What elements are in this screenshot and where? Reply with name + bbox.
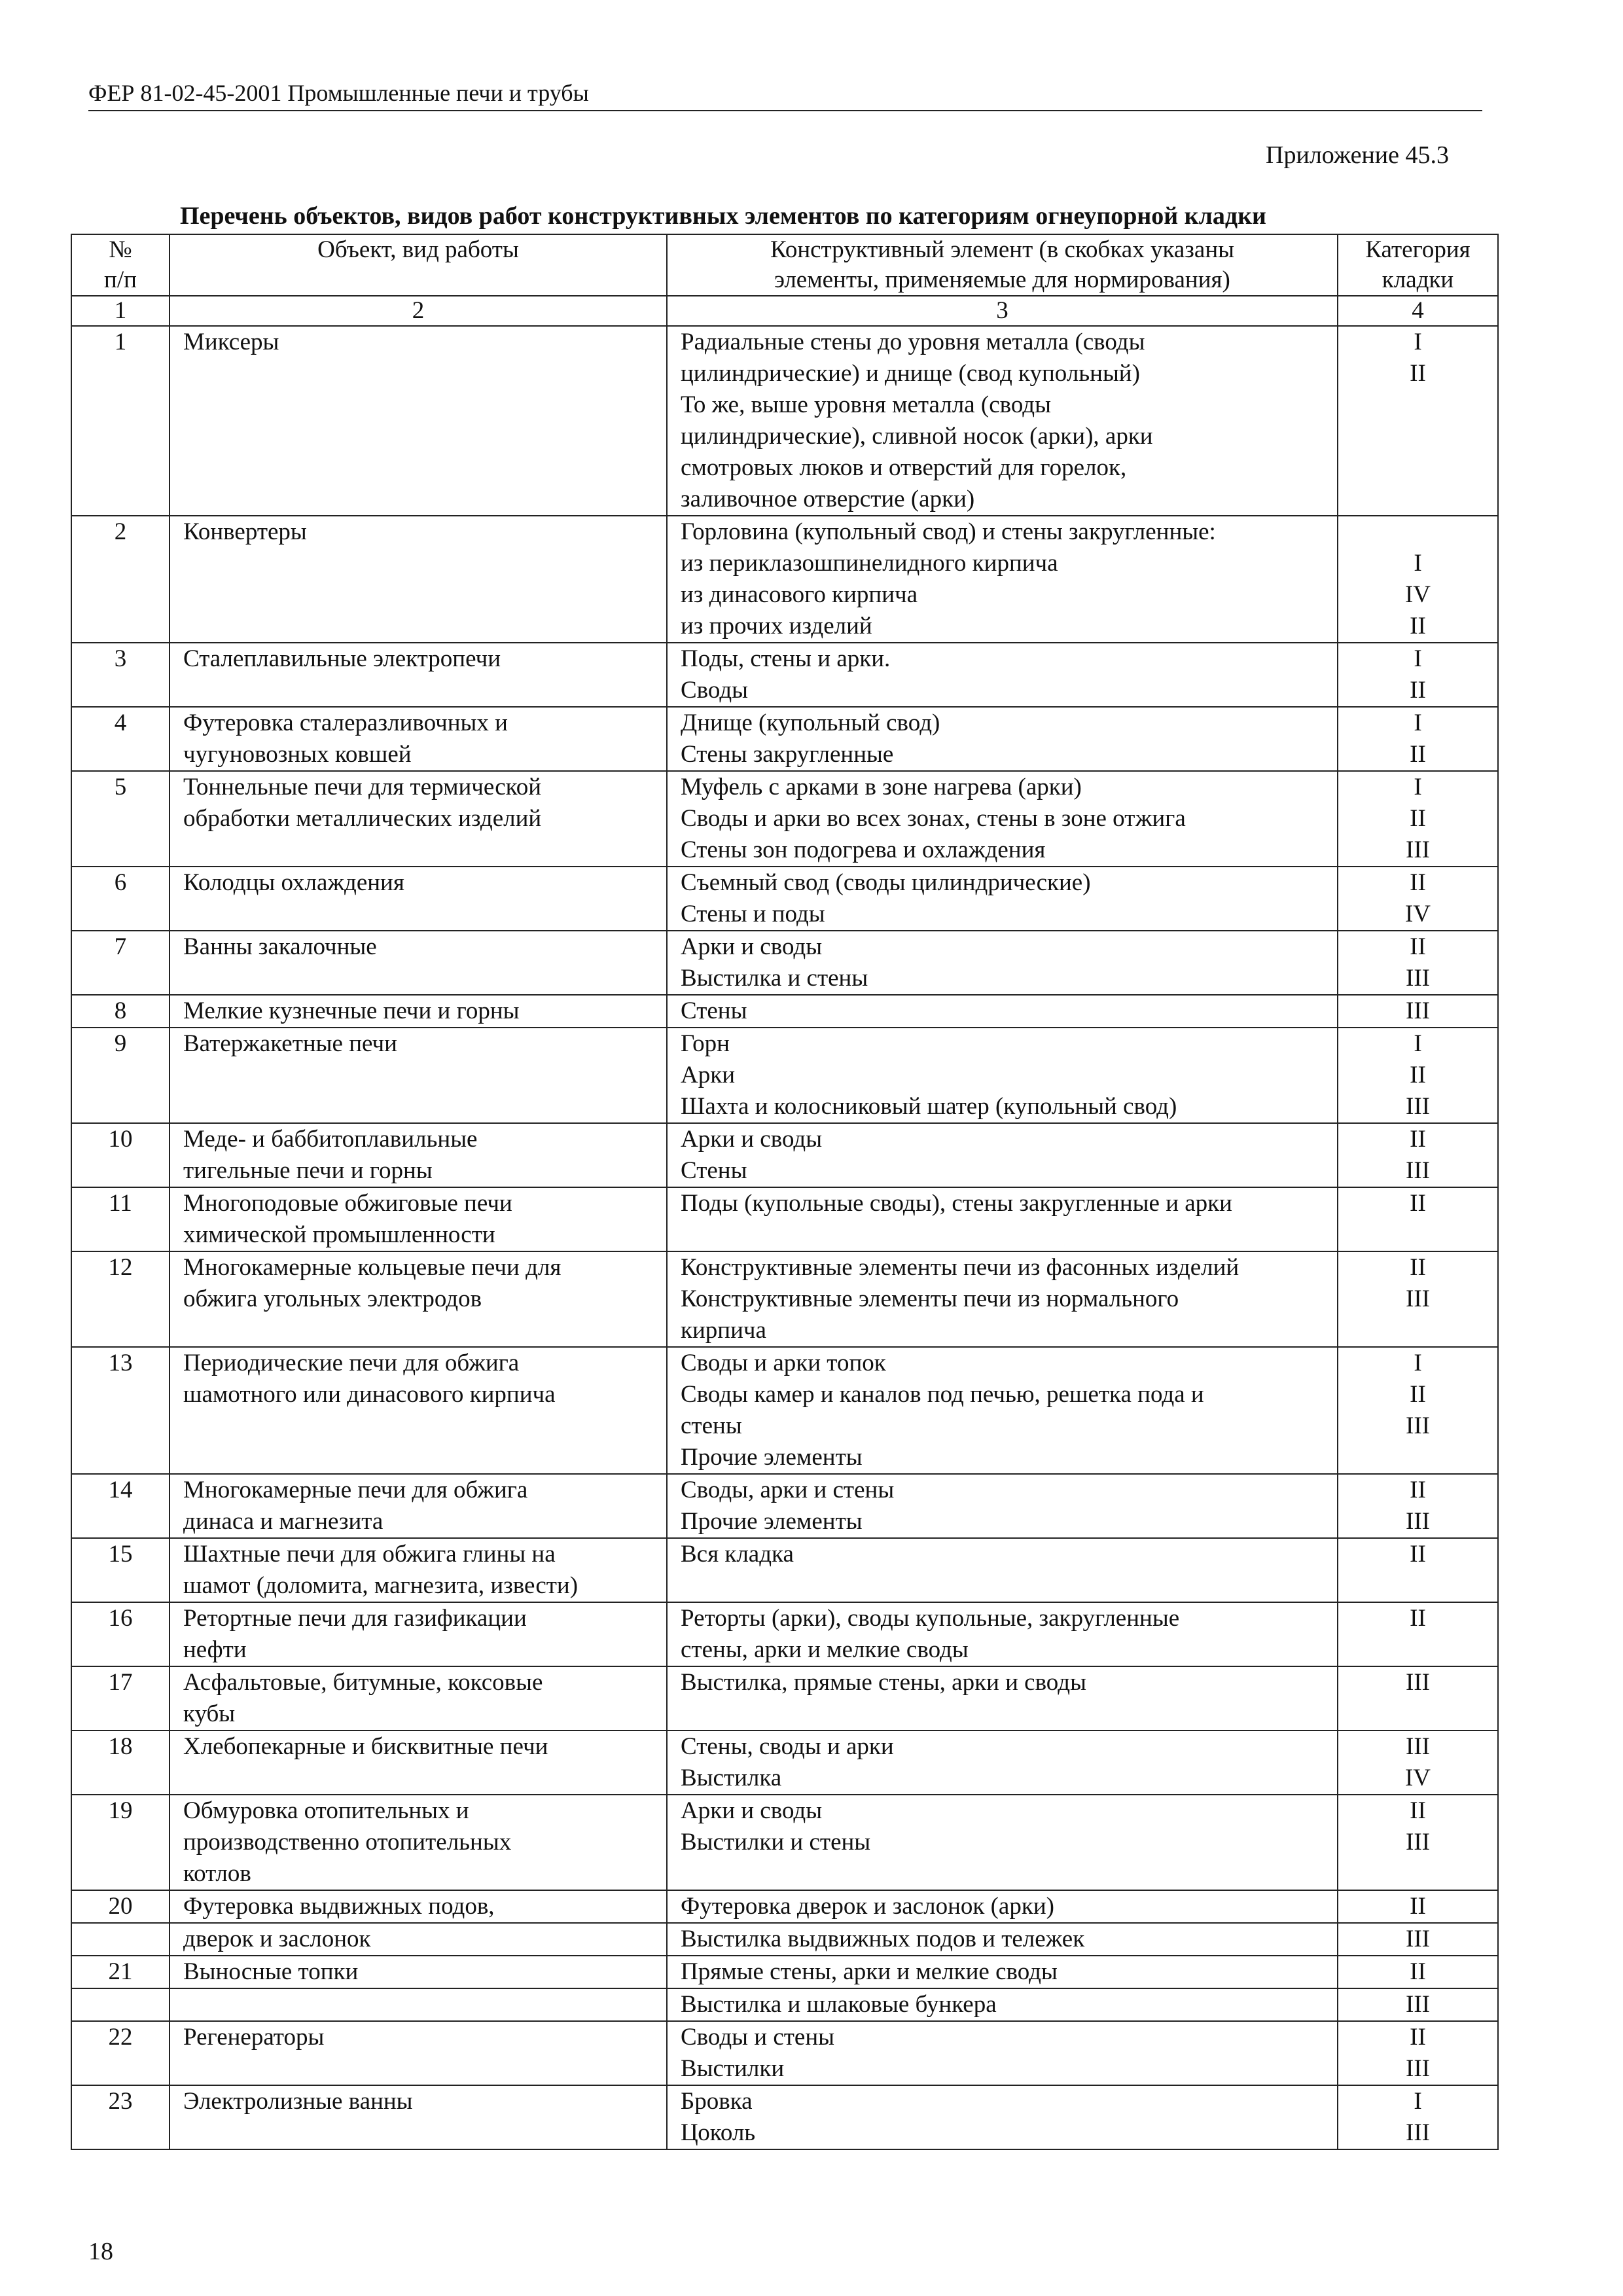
row-categories	[1338, 995, 1498, 1028]
row-categories	[1338, 771, 1498, 867]
category-value: I	[1414, 550, 1422, 577]
row-categories	[1338, 2021, 1498, 2085]
row-object: дверок и заслонок	[169, 1923, 667, 1956]
category-value: II	[1410, 360, 1426, 387]
page-number: 18	[88, 2238, 113, 2265]
row-categories	[1338, 1988, 1498, 2021]
element-line: Шахта и колосниковый шатер (купольный свод)	[681, 1093, 1177, 1120]
row-elements	[667, 1187, 1338, 1251]
table-body	[71, 326, 1498, 2149]
col-header-object: Объект, вид работы	[169, 234, 667, 296]
row-object	[169, 1988, 667, 2021]
category-value: I	[1414, 709, 1422, 736]
row-categories	[1338, 931, 1498, 995]
table-row	[71, 1187, 1498, 1251]
table-row	[71, 1923, 1498, 1956]
row-object: Конвертеры	[169, 516, 667, 643]
table-header-row	[71, 234, 1498, 296]
row-categories	[1338, 1474, 1498, 1538]
row-categories	[1338, 1251, 1498, 1347]
row-elements	[667, 1028, 1338, 1123]
row-elements	[667, 771, 1338, 867]
row-number: 13	[71, 1347, 169, 1474]
element-line: Своды, арки и стены	[681, 1477, 895, 1503]
element-line: Реторты (арки), своды купольные, закругленные стены, арки и мелкие своды	[681, 1605, 1180, 1663]
element-line: Бровка	[681, 2088, 753, 2115]
element-line: Прочие элементы	[681, 1444, 863, 1471]
running-title: ФЕР 81-02-45-2001 Промышленные печи и трубы	[88, 80, 589, 106]
row-object: Многокамерные кольцевые печи для обжига угольных электродов	[169, 1251, 667, 1347]
category-value: II	[1410, 1254, 1426, 1281]
category-value: II	[1410, 2024, 1426, 2051]
category-value: II	[1410, 805, 1426, 832]
row-number: 4	[71, 707, 169, 771]
element-line: Вся кладка	[681, 1541, 794, 1568]
row-categories	[1338, 326, 1498, 516]
row-number: 19	[71, 1795, 169, 1890]
row-elements	[667, 326, 1338, 516]
categories-table	[71, 234, 1499, 2150]
element-line: Футеровка дверок и заслонок (арки)	[681, 1893, 1054, 1920]
element-line: То же, выше уровня металла (своды цилиндрические), сливной носок (арки), арки смотровых люков и отверстий для горелок, заливочное отверстие (арки)	[681, 391, 1153, 512]
row-number: 22	[71, 2021, 169, 2085]
element-line: Выстилка, прямые стены, арки и своды	[681, 1669, 1086, 1696]
category-value: II	[1410, 1893, 1426, 1920]
table-row	[71, 516, 1498, 643]
category-value: I	[1414, 645, 1422, 672]
row-categories	[1338, 1187, 1498, 1251]
row-elements	[667, 1251, 1338, 1347]
row-number: 8	[71, 995, 169, 1028]
row-elements	[667, 1538, 1338, 1602]
row-object: Сталеплавильные электропечи	[169, 643, 667, 707]
row-elements	[667, 995, 1338, 1028]
table-row	[71, 1795, 1498, 1890]
row-categories	[1338, 1890, 1498, 1923]
row-number: 3	[71, 643, 169, 707]
element-line: Стены	[681, 1157, 747, 1184]
col-header-element: Конструктивный элемент (в скобках указаны элементы, применяемые для нормирования)	[667, 234, 1338, 296]
category-value: I	[1414, 1030, 1422, 1057]
category-value: I	[1414, 2088, 1422, 2115]
element-line: Конструктивные элементы печи из нормального кирпича	[681, 1285, 1179, 1344]
row-number: 10	[71, 1123, 169, 1187]
element-line: Цоколь	[681, 2119, 756, 2146]
element-line: Стены зон подогрева и охлаждения	[681, 836, 1046, 863]
category-value: III	[1406, 1829, 1430, 1856]
col-number-3: 3	[667, 296, 1338, 326]
category-value: III	[1406, 1412, 1430, 1439]
element-line: Радиальные стены до уровня металла (своды цилиндрические) и днище (свод купольный)	[681, 329, 1145, 387]
element-line: Горловина (купольный свод) и стены закругленные: из периклазошпинелидного кирпича	[681, 518, 1216, 577]
category-value: II	[1410, 613, 1426, 639]
row-object: Асфальтовые, битумные, коксовые кубы	[169, 1666, 667, 1731]
table-row	[71, 1666, 1498, 1731]
element-line: Выстилка и шлаковые бункера	[681, 1991, 997, 2018]
row-object: Ретортные печи для газификации нефти	[169, 1602, 667, 1666]
element-line: Горн	[681, 1030, 730, 1057]
row-categories	[1338, 707, 1498, 771]
table-row	[71, 995, 1498, 1028]
element-line: Выстилка	[681, 1765, 782, 1791]
row-object: Многоподовые обжиговые печи химической промышленности	[169, 1187, 667, 1251]
category-value: II	[1410, 1605, 1426, 1632]
category-value: I	[1414, 1350, 1422, 1376]
row-number: 20	[71, 1890, 169, 1923]
category-value: III	[1406, 1157, 1430, 1184]
category-value: II	[1410, 1062, 1426, 1088]
row-elements	[667, 1602, 1338, 1666]
row-object: Меде- и баббитоплавильные тигельные печи и горны	[169, 1123, 667, 1187]
row-object: Тоннельные печи для термической обработки металлических изделий	[169, 771, 667, 867]
row-categories	[1338, 867, 1498, 931]
element-line: Стены закругленные	[681, 741, 894, 768]
row-number: 16	[71, 1602, 169, 1666]
row-categories	[1338, 1731, 1498, 1795]
table-row	[71, 1347, 1498, 1474]
element-line: из прочих изделий	[681, 613, 872, 639]
row-categories	[1338, 1666, 1498, 1731]
element-line: из динасового кирпича	[681, 581, 918, 608]
row-number: 6	[71, 867, 169, 931]
element-line: Арки и своды	[681, 1126, 823, 1153]
row-number: 1	[71, 326, 169, 516]
row-elements	[667, 1123, 1338, 1187]
category-value: II	[1410, 933, 1426, 960]
category-value: II	[1410, 869, 1426, 896]
col-header-number: № п/п	[71, 234, 169, 296]
row-categories	[1338, 1956, 1498, 1988]
category-value: I	[1414, 329, 1422, 355]
row-elements	[667, 707, 1338, 771]
category-value: III	[1406, 1285, 1430, 1312]
row-object: Выносные топки	[169, 1956, 667, 1988]
category-value: III	[1406, 1926, 1430, 1952]
element-line: Своды камер и каналов под печью, решетка пода и стены	[681, 1381, 1204, 1439]
element-line: Стены и поды	[681, 901, 825, 927]
row-object: Регенераторы	[169, 2021, 667, 2085]
element-line: Поды, стены и арки.	[681, 645, 891, 672]
element-line: Выстилка выдвижных подов и тележек	[681, 1926, 1085, 1952]
row-object: Колодцы охлаждения	[169, 867, 667, 931]
row-elements	[667, 1956, 1338, 1988]
table-row	[71, 1956, 1498, 1988]
category-value: III	[1406, 1508, 1430, 1535]
category-value: II	[1410, 1797, 1426, 1824]
row-object: Шахтные печи для обжига глины на шамот (доломита, магнезита, извести)	[169, 1538, 667, 1602]
row-categories	[1338, 1347, 1498, 1474]
category-value: II	[1410, 1958, 1426, 1985]
table-row	[71, 1028, 1498, 1123]
element-line: Стены	[681, 997, 747, 1024]
element-line: Стены, своды и арки	[681, 1733, 894, 1760]
row-elements	[667, 1666, 1338, 1731]
element-line: Своды и арки во всех зонах, стены в зоне отжига	[681, 805, 1186, 832]
row-elements	[667, 1923, 1338, 1956]
appendix-label: Приложение 45.3	[1266, 141, 1449, 169]
row-categories	[1338, 516, 1498, 643]
element-line: Конструктивные элементы печи из фасонных изделий	[681, 1254, 1240, 1281]
row-number: 2	[71, 516, 169, 643]
table-row	[71, 931, 1498, 995]
row-elements	[667, 643, 1338, 707]
category-value: III	[1406, 2119, 1430, 2146]
row-elements	[667, 1988, 1338, 2021]
row-elements	[667, 1890, 1338, 1923]
element-line: Прочие элементы	[681, 1508, 863, 1535]
row-object: Ватержакетные печи	[169, 1028, 667, 1123]
row-elements	[667, 516, 1338, 643]
row-number: 23	[71, 2085, 169, 2149]
row-object: Футеровка выдвижных подов,	[169, 1890, 667, 1923]
row-elements	[667, 931, 1338, 995]
col-header-category: Категория кладки	[1338, 234, 1498, 296]
row-object: Электролизные ванны	[169, 2085, 667, 2149]
table-row	[71, 771, 1498, 867]
row-number	[71, 1923, 169, 1956]
row-object: Футеровка сталеразливочных и чугуновозных ковшей	[169, 707, 667, 771]
col-number-2: 2	[169, 296, 667, 326]
row-number	[71, 1988, 169, 2021]
table-row	[71, 1890, 1498, 1923]
row-number: 9	[71, 1028, 169, 1123]
element-line: Муфель с арками в зоне нагрева (арки)	[681, 774, 1082, 800]
table-row	[71, 707, 1498, 771]
table-row	[71, 1602, 1498, 1666]
row-categories	[1338, 1602, 1498, 1666]
row-object: Миксеры	[169, 326, 667, 516]
table-row	[71, 2021, 1498, 2085]
col-number-1: 1	[71, 296, 169, 326]
element-line: Выстилка и стены	[681, 965, 868, 992]
category-value: III	[1406, 997, 1430, 1024]
row-elements	[667, 867, 1338, 931]
row-categories	[1338, 1123, 1498, 1187]
category-value: IV	[1404, 581, 1431, 608]
table-row	[71, 326, 1498, 516]
row-elements	[667, 1474, 1338, 1538]
row-categories	[1338, 1923, 1498, 1956]
category-value: II	[1410, 1381, 1426, 1408]
row-number: 11	[71, 1187, 169, 1251]
element-line: Арки и своды	[681, 1797, 823, 1824]
row-object: Многокамерные печи для обжига динаса и магнезита	[169, 1474, 667, 1538]
row-elements	[667, 1731, 1338, 1795]
row-object: Хлебопекарные и бисквитные печи	[169, 1731, 667, 1795]
category-value: II	[1410, 1541, 1426, 1568]
element-line: Своды	[681, 677, 749, 704]
col-number-4: 4	[1338, 296, 1498, 326]
running-header	[88, 77, 1482, 111]
table-title: Перечень объектов, видов работ конструктивных элементов по категориям огнеупорной кладки	[180, 202, 1266, 230]
category-value: III	[1406, 836, 1430, 863]
row-categories	[1338, 2085, 1498, 2149]
element-line: Выстилки	[681, 2055, 785, 2082]
table-row	[71, 867, 1498, 931]
category-value: II	[1410, 741, 1426, 768]
category-value: III	[1406, 1669, 1430, 1696]
table-row	[71, 1988, 1498, 2021]
category-value: II	[1410, 1126, 1426, 1153]
category-value: I	[1414, 774, 1422, 800]
row-elements	[667, 2085, 1338, 2149]
row-categories	[1338, 1538, 1498, 1602]
element-line: Арки	[681, 1062, 735, 1088]
category-value: II	[1410, 1477, 1426, 1503]
table-row	[71, 2085, 1498, 2149]
row-object: Мелкие кузнечные печи и горны	[169, 995, 667, 1028]
row-categories	[1338, 643, 1498, 707]
element-line: Выстилки и стены	[681, 1829, 871, 1856]
element-line: Поды (купольные своды), стены закругленные и арки	[681, 1190, 1232, 1217]
category-value: III	[1406, 1733, 1430, 1760]
category-value: IV	[1404, 901, 1431, 927]
row-number: 14	[71, 1474, 169, 1538]
table-row	[71, 643, 1498, 707]
row-categories	[1338, 1028, 1498, 1123]
row-number: 17	[71, 1666, 169, 1731]
category-value: III	[1406, 2055, 1430, 2082]
row-number: 21	[71, 1956, 169, 1988]
category-value: II	[1410, 1190, 1426, 1217]
row-number: 15	[71, 1538, 169, 1602]
row-number: 12	[71, 1251, 169, 1347]
row-elements	[667, 2021, 1338, 2085]
element-line: Съемный свод (своды цилиндрические)	[681, 869, 1091, 896]
table-row	[71, 1474, 1498, 1538]
category-value: III	[1406, 1991, 1430, 2018]
row-elements	[667, 1795, 1338, 1890]
table-row	[71, 1731, 1498, 1795]
row-object: Ванны закалочные	[169, 931, 667, 995]
row-object: Периодические печи для обжига шамотного или динасового кирпича	[169, 1347, 667, 1474]
row-number: 18	[71, 1731, 169, 1795]
row-object: Обмуровка отопительных и производственно отопительных котлов	[169, 1795, 667, 1890]
element-line: Днище (купольный свод)	[681, 709, 940, 736]
category-value: II	[1410, 677, 1426, 704]
row-number: 5	[71, 771, 169, 867]
element-line: Прямые стены, арки и мелкие своды	[681, 1958, 1058, 1985]
category-value: III	[1406, 1093, 1430, 1120]
element-line: Своды и арки топок	[681, 1350, 886, 1376]
category-value: III	[1406, 965, 1430, 992]
row-elements	[667, 1347, 1338, 1474]
row-number: 7	[71, 931, 169, 995]
category-value: IV	[1404, 1765, 1431, 1791]
element-line: Своды и стены	[681, 2024, 834, 2051]
table-row	[71, 1123, 1498, 1187]
column-number-row	[71, 296, 1498, 326]
element-line: Арки и своды	[681, 933, 823, 960]
row-categories	[1338, 1795, 1498, 1890]
table-row	[71, 1538, 1498, 1602]
table-row	[71, 1251, 1498, 1347]
